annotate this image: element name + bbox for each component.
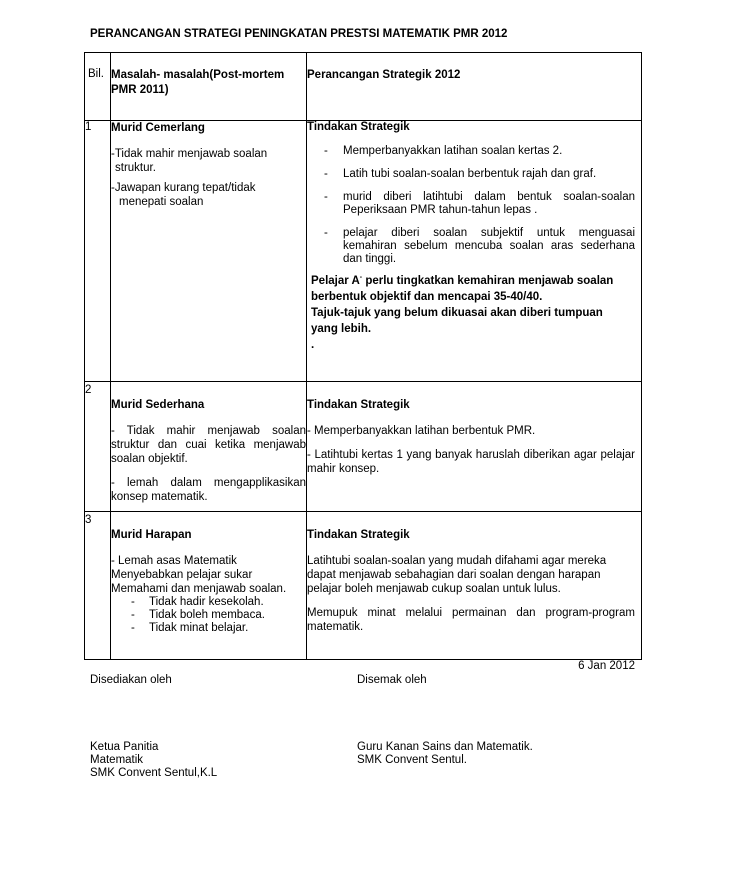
document-title: PERANCANGAN STRATEGI PENINGKATAN PRESTSI MATEMATIK PMR 2012: [90, 28, 508, 40]
preparer-signature-block: [90, 741, 217, 780]
action-text: murid diberi latihtubi dalam bentuk soalan-soalan Peperiksaan PMR tahun-tahun lepas .: [343, 191, 635, 216]
action-line: pelajar boleh menjawab cukup soalan untuk lulus.: [307, 583, 561, 595]
row-number: 1: [85, 121, 111, 382]
dash-bullet: -: [131, 622, 135, 634]
action-item: - Memperbanyakkan latihan berbentuk PMR.: [307, 425, 536, 437]
list-item: [307, 168, 635, 181]
checked-by-label: Disemak oleh: [357, 674, 427, 686]
row-number: 3: [85, 512, 111, 660]
problem-item: [111, 181, 306, 209]
action-item: Memupuk minat melalui permainan dan program-program matematik.: [307, 607, 635, 633]
header-perancangan: Perancangan Strategik 2012: [307, 53, 642, 121]
header-bil: Bil.: [85, 53, 111, 121]
action-heading: Tindakan Strategik: [307, 399, 410, 411]
dash-bullet: -: [131, 596, 135, 608]
dash-bullet: -: [324, 168, 328, 180]
problem-item: [111, 147, 306, 175]
problem-line: struktur.: [115, 162, 156, 174]
problem-line: Memahami dan menjawab soalan.: [111, 583, 287, 595]
note-line: Tajuk-tajuk yang belum dikuasai akan diberi tumpuan: [311, 306, 603, 319]
category-label: Murid Sederhana: [111, 399, 205, 411]
note-line: yang lebih.: [311, 322, 372, 335]
signature-line: SMK Convent Sentul,K.L: [90, 767, 218, 779]
action-list: [307, 145, 635, 266]
action-line: Latihtubi soalan-soalan yang mudah difahami agar mereka: [307, 555, 607, 567]
action-item: - Latihtubi kertas 1 yang banyak haruslah diberikan agar pelajar mahir konsep.: [307, 449, 635, 475]
list-item: [111, 622, 306, 635]
problem-line: -Tidak mahir menjawab soalan: [111, 148, 268, 160]
note-text: Pelajar A: [311, 274, 360, 287]
action-line: dapat menjawab sebahagian dari soalan dengan harapan: [307, 569, 601, 581]
list-item: [307, 227, 635, 266]
list-item: [307, 145, 635, 158]
strategy-table: [84, 52, 642, 660]
action-heading: Tindakan Strategik: [307, 121, 410, 133]
header-masalah-line1: Masalah- masalah(Post-mortem: [111, 69, 285, 81]
cause-text: Tidak minat belajar.: [149, 622, 249, 634]
signature-line: Guru Kanan Sains dan Matematik.: [357, 741, 533, 753]
action-text: Memperbanyakkan latihan soalan kertas 2.: [343, 145, 563, 157]
category-label: Murid Cemerlang: [111, 122, 205, 134]
cause-list: [111, 596, 306, 635]
problem-cell: [111, 382, 307, 512]
action-cell: [307, 512, 642, 660]
signature-line: SMK Convent Sentul.: [357, 754, 467, 766]
category-label: Murid Harapan: [111, 529, 192, 541]
problem-item: - Tidak mahir menjawab soalan struktur dan cuai ketika menjawab soalan objektif.: [111, 425, 306, 465]
row-number: 2: [85, 382, 111, 512]
note-text: perlu tingkatkan kemahiran menjawab soalan: [362, 274, 614, 287]
prepared-by-label: Disediakan oleh: [90, 674, 172, 686]
problem-item: - lemah dalam mengapplikasikan konsep matematik.: [111, 477, 306, 503]
problem-line: -Jawapan kurang tepat/tidak: [111, 182, 256, 194]
document-date: 6 Jan 2012: [578, 660, 635, 672]
table-header-row: [85, 53, 642, 121]
note-line: berbentuk objektif dan mencapai 35-40/40.: [311, 290, 543, 303]
action-text: Latih tubi soalan-soalan berbentuk rajah dan graf.: [343, 168, 597, 180]
list-item: [111, 609, 306, 622]
list-item: [307, 191, 635, 217]
dash-bullet: -: [324, 227, 328, 239]
problem-line: menepati soalan: [119, 196, 204, 208]
problem-cell: [111, 512, 307, 660]
cause-text: Tidak boleh membaca.: [149, 609, 265, 621]
problem-cell: [111, 121, 307, 382]
action-cell: [307, 121, 642, 382]
note-line: .: [311, 338, 315, 351]
header-masalah-line2: PMR 2011): [111, 84, 169, 96]
header-masalah: [111, 53, 307, 121]
action-cell: [307, 382, 642, 512]
dash-bullet: -: [131, 609, 135, 621]
signature-line: Ketua Panitia: [90, 741, 159, 753]
action-heading: Tindakan Strategik: [307, 529, 410, 541]
dash-bullet: -: [324, 145, 328, 157]
signature-line: Matematik: [90, 754, 144, 766]
target-note: [307, 270, 635, 353]
table-row: [85, 121, 642, 382]
table-row: [85, 382, 642, 512]
note-sup: -: [359, 274, 363, 281]
problem-line: Menyebabkan pelajar sukar: [111, 569, 253, 581]
table-row: [85, 512, 642, 660]
list-item: [111, 596, 306, 609]
note-line: [311, 270, 635, 289]
cause-text: Tidak hadir kesekolah.: [149, 596, 264, 608]
problem-line: - Lemah asas Matematik: [111, 555, 237, 567]
action-text: pelajar diberi soalan subjektif untuk menguasai kemahiran sebelum mencuba soalan aras sederhana dan tinggi.: [343, 227, 635, 265]
checker-signature-block: [357, 741, 533, 767]
dash-bullet: -: [324, 191, 328, 203]
